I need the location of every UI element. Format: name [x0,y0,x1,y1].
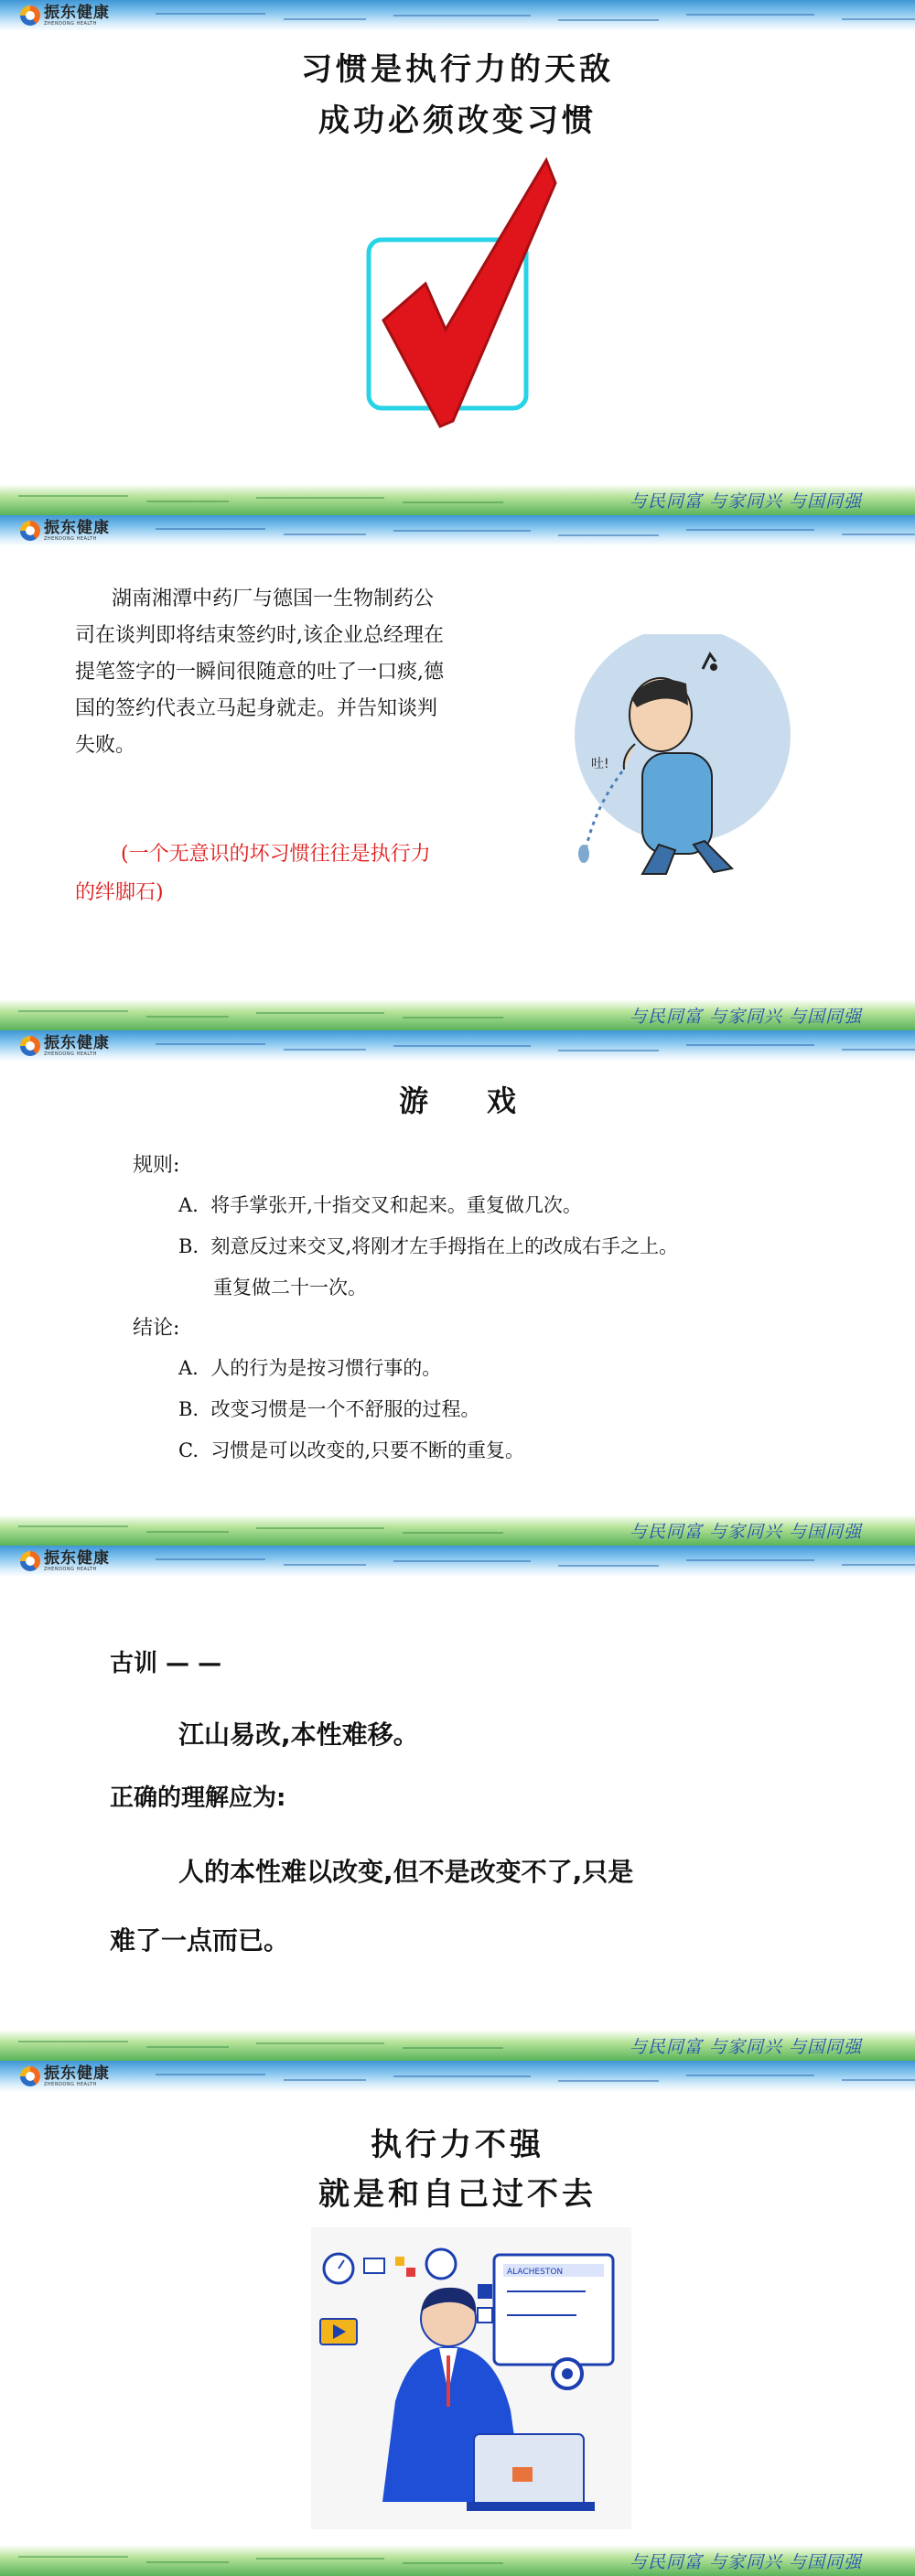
interpretation-line-1: 人的本性难以改变,但不是改变不了,只是 [178,1857,634,1887]
brand-logo-icon [20,1551,40,1571]
story-paragraph: 湖南湘潭中药厂与德国一生物制药公司在谈判即将结束签约时,该企业总经理在提笔签字的一瞬间很随意的吐了一口痰,德国的签约代表立马起身就走。并告知谈判失败。 [75,587,444,757]
slide-3 [0,1030,915,1546]
brand-logo [20,1548,110,1572]
brand-logo-icon [20,1036,40,1056]
brand-name: 振东健康 [44,1548,110,1568]
header-bar [0,1546,915,1577]
lesson-text: (一个无意识的坏习惯往往是执行力的绊脚石) [75,843,431,904]
footer-slogan: 与民同富 与家同兴 与国同强 [629,2552,862,2572]
brand-logo [20,1033,110,1057]
brand-name-en: ZHENDONG HEALTH [44,1566,97,1572]
header-bar [0,1030,915,1062]
footer-slogan: 与民同富 与家同兴 与国同强 [629,491,862,512]
rule-item: A. 将手掌张开,十指交叉和起来。重复做几次。 [178,1194,582,1216]
document-heading: ALACHESTON [507,2268,564,2277]
conclusion-item: C. 习惯是可以改变的,只要不断的重复。 [178,1439,525,1461]
brand-logo [20,5,110,26]
footer-bar [0,484,915,515]
brand-logo [20,2066,110,2086]
slide-title-line-1: 执行力不强 [371,2127,544,2163]
footer-bar [0,1514,915,1546]
conclusion-item: B. 改变习惯是一个不舒服的过程。 [178,1398,480,1420]
brand-name: 振东健康 [44,518,110,537]
slide-2 [0,515,915,1030]
slide-title-line-2: 就是和自己过不去 [318,2176,597,2213]
interpretation-line-2: 难了一点而已。 [110,1925,290,1956]
brand-name-en: ZHENDONG HEALTH [44,2081,97,2087]
businessman-illustration [311,2227,631,2529]
conclusion-label: 结论: [133,1317,180,1340]
brand-name: 振东健康 [44,3,110,22]
footer-bar [0,2030,915,2061]
header-bar [0,2061,915,2092]
spitting-man-illustration [558,634,814,881]
proverb-heading: 古训 — — [110,1650,222,1677]
slide-1 [0,0,915,515]
header-bar [0,515,915,546]
rule-item: B. 刻意反过来交叉,将刚才左手拇指在上的改成右手之上。 [178,1235,679,1257]
rules-label: 规则: [133,1154,180,1177]
brand-logo-icon [20,5,40,26]
footer-slogan: 与民同富 与家同兴 与国同强 [629,1007,862,1027]
slide-title: 游 戏 [398,1083,516,1118]
slide-title-line-2: 成功必须改变习惯 [318,102,597,139]
footer-bar [0,2545,915,2576]
slide-title-line-1: 习惯是执行力的天敌 [301,51,614,88]
checkmark-icon [352,146,563,439]
brand-name: 振东健康 [44,2064,110,2083]
slide-4 [0,1546,915,2061]
interpretation-label: 正确的理解应为: [110,1784,286,1812]
spit-exclamation: 吐! [591,757,609,771]
header-bar [0,0,915,31]
proverb-text: 江山易改,本性难移。 [178,1719,419,1750]
brand-name-en: ZHENDONG HEALTH [44,535,97,542]
footer-bar [0,999,915,1030]
slide-5 [0,2061,915,2576]
brand-logo-icon [20,521,40,541]
brand-name-en: ZHENDONG HEALTH [44,20,97,27]
rule-item: 重复做二十一次。 [213,1277,367,1299]
brand-name: 振东健康 [44,1033,110,1052]
footer-slogan: 与民同富 与家同兴 与国同强 [629,1522,862,1542]
brand-name-en: ZHENDONG HEALTH [44,1051,97,1057]
brand-logo-icon [20,2066,40,2086]
conclusion-item: A. 人的行为是按习惯行事的。 [178,1357,442,1379]
brand-logo [20,518,110,542]
footer-slogan: 与民同富 与家同兴 与国同强 [629,2037,862,2057]
